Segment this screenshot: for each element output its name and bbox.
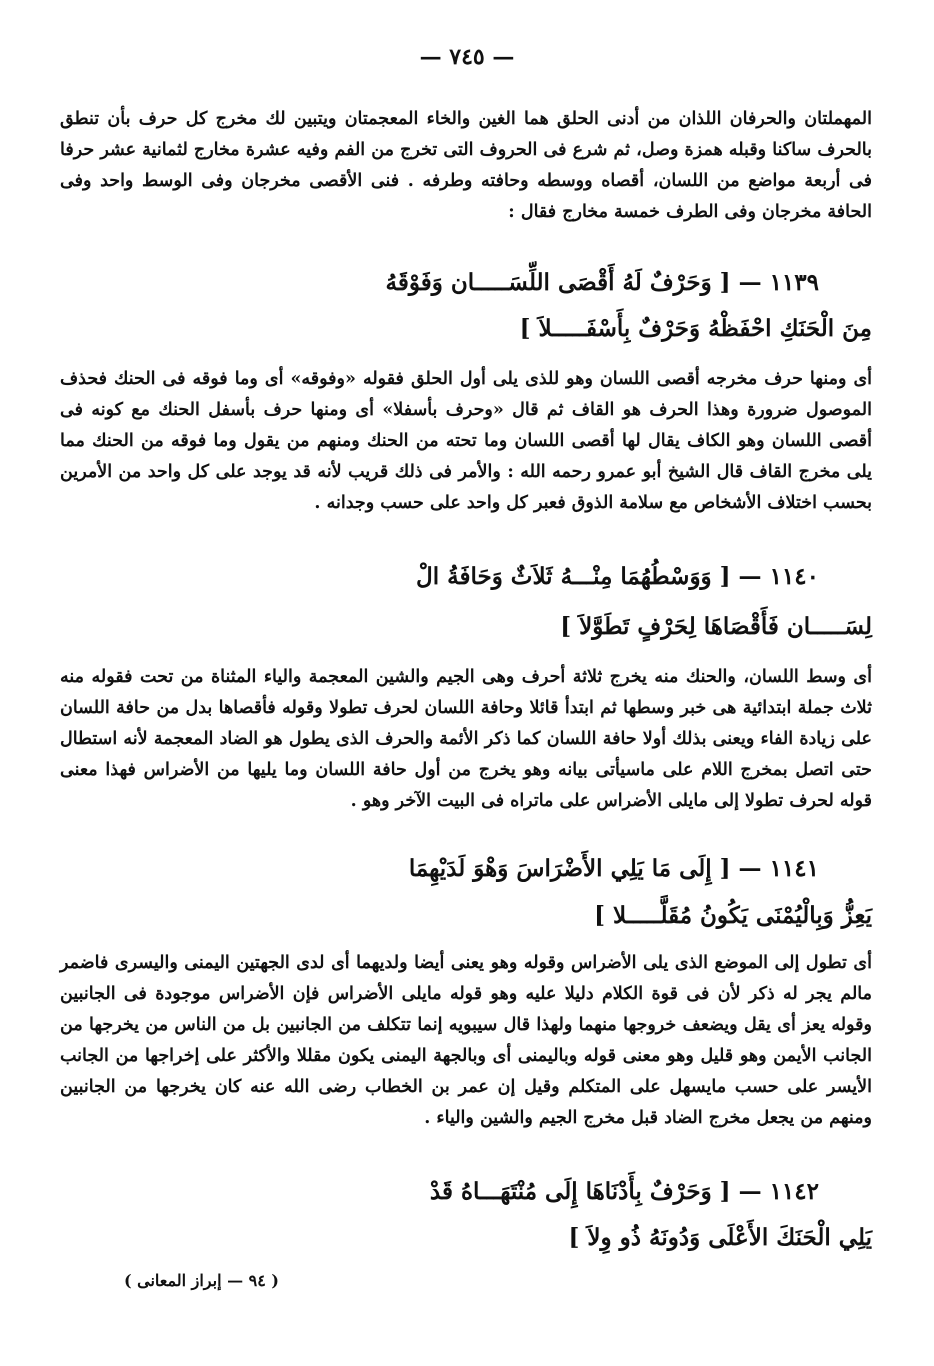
verse-1141-first-hemistich: ١١٤١ — [ إِلَى مَا يَلِي الأَضْرَاسَ وَهْوَ لَدَيْهِمَا bbox=[408, 855, 819, 882]
verse-1142-second-hemistich: يَلِي الْحَنَكَ الأَعْلَى وَدُونَهُ ذُو وِلاَ ] bbox=[568, 1224, 872, 1251]
verse-1140-first-hemistich: ١١٤٠ — [ وَوَسْطُهُمَا مِنْـــهُ ثَلاَثٌ وَحَافَةُ الْ bbox=[416, 563, 819, 590]
verse-1139-first-hemistich: ١١٣٩ — [ وَحَرْفٌ لَهُ أَقْصَى اللِّسَـــــان وَفَوْقَهُ bbox=[385, 269, 819, 296]
signature-footer: ( ٩٤ — إبراز المعانى ) bbox=[123, 1271, 279, 1290]
commentary-paragraph-2: أى ومنها حرف مخرجه أقصى اللسان وهو للذى يلى أول الحلق فقوله «وفوقه» أى وما فوقه فى الحنك فحذف الموصول ضرورة وهذا الحرف هو القاف ثم قال «وحرف بأسفلا» أى ومنها حرف بأسفل الحنك مع كونه فى أقصى اللسان وهو الكاف يقال لها أقصى اللسان وما تحته من الحنك ومنهم من يقول وما فوقه من الحنك مما يلى مخرج القاف قال الشيخ أبو عمرو رحمه الله : والأمر فى ذلك قريب لأنه قد يوجد على كل واحد من الأمرين بحسب اختلاف الأشخاص مع سلامة الذوق فعبر كل واحد على حسب وجدانه . bbox=[60, 369, 872, 513]
verse-1139-second-hemistich: مِنَ الْحَنَكِ احْفَظْهُ وَحَرْفٌ بِأَسْفَـــــلاَ ] bbox=[519, 315, 872, 342]
commentary-paragraph-1: المهملتان والحرفان اللذان من أدنى الحلق هما الغين والخاء المعجمتان ويتبين لك مخرج كل حرف بأن تنطق بالحرف ساكنا وقبله همزة وصل، ثم شرع فى الحروف التى تخرج من الفم وفيه عشرة مخارج لثمانية عشر حرفا فى أربعة مواضع من اللسان، أقصاه ووسطه وحافته وطرفه . فنى الأقصى مخرجان وفى الوسط واحد وفى الحافة مخرجان وفى الطرف خمسة مخارج فقال : bbox=[60, 109, 872, 222]
verse-1141-second-hemistich: يَعِزُّ وَبِالْيُمْنَى يَكُونُ مُقَلَّـــــلا ] bbox=[594, 902, 872, 929]
page-number: — ٧٤٥ — bbox=[419, 44, 515, 70]
commentary-paragraph-3: أى وسط اللسان، والحنك منه يخرج ثلاثة أحرف وهى الجيم والشين المعجمة والياء المثناة من تحت فقوله منه ثلاث جملة ابتدائية هى خبر وسطها ثم ابتدأ قائلا وحافة اللسان لحرف تطولا وقوله فأقصاها بدل من حافة اللسان على زيادة الفاء ويعنى بذلك أولا حافة اللسان كما ذكر الأئمة والحرف الذى يطول هو الضاد المعجمة لأنه استطال حتى اتصل بمخرج اللام على ماسيأتى بيانه وهو يخرج من أول حافة اللسان وما يليها من الأضراس فهذا معنى قوله لحرف تطولا إلى مايلى الأضراس على ماتراه فى البيت الآخر وهو . bbox=[60, 667, 872, 811]
verse-1142-first-hemistich: ١١٤٢ — [ وَحَرْفٌ بِأَدْنَاهَا إِلَى مُنْتَهَـــاهُ قَدْ bbox=[429, 1178, 819, 1205]
commentary-paragraph-4: أى تطول إلى الموضع الذى يلى الأضراس وقوله وهو يعنى أيضا ولديهما أى لدى الجهتين اليمنى واليسرى فاضمر مالم يجر له ذكر لأن فى قوة الكلام دليلا عليه وهو قوله مايلى الأضراس فإن الأضراس موجودة فى الجانبين وقوله يعز أى يقل ويضعف خروجها منهما ولهذا قال سيبويه إنما تتكلف من الجانبين بل من الناس من يخرجها من الجانب الأيمن وهو قليل وهو معنى قوله وباليمنى أى وبالجهة اليمنى يكون مقللا والأكثر على إخراجها من الجانب الأيسر على حسب مايسهل على المتكلم وقيل إن عمر بن الخطاب رضى الله عنه كان يخرجها من الجانبين ومنهم من يجعل مخرج الضاد قبل مخرج الجيم والشين والياء . bbox=[60, 953, 872, 1128]
verse-1140-second-hemistich: لِسَـــــان فَأَقْصَاهَا لِحَرْفٍ تَطَوَّلاَ ] bbox=[560, 613, 872, 640]
